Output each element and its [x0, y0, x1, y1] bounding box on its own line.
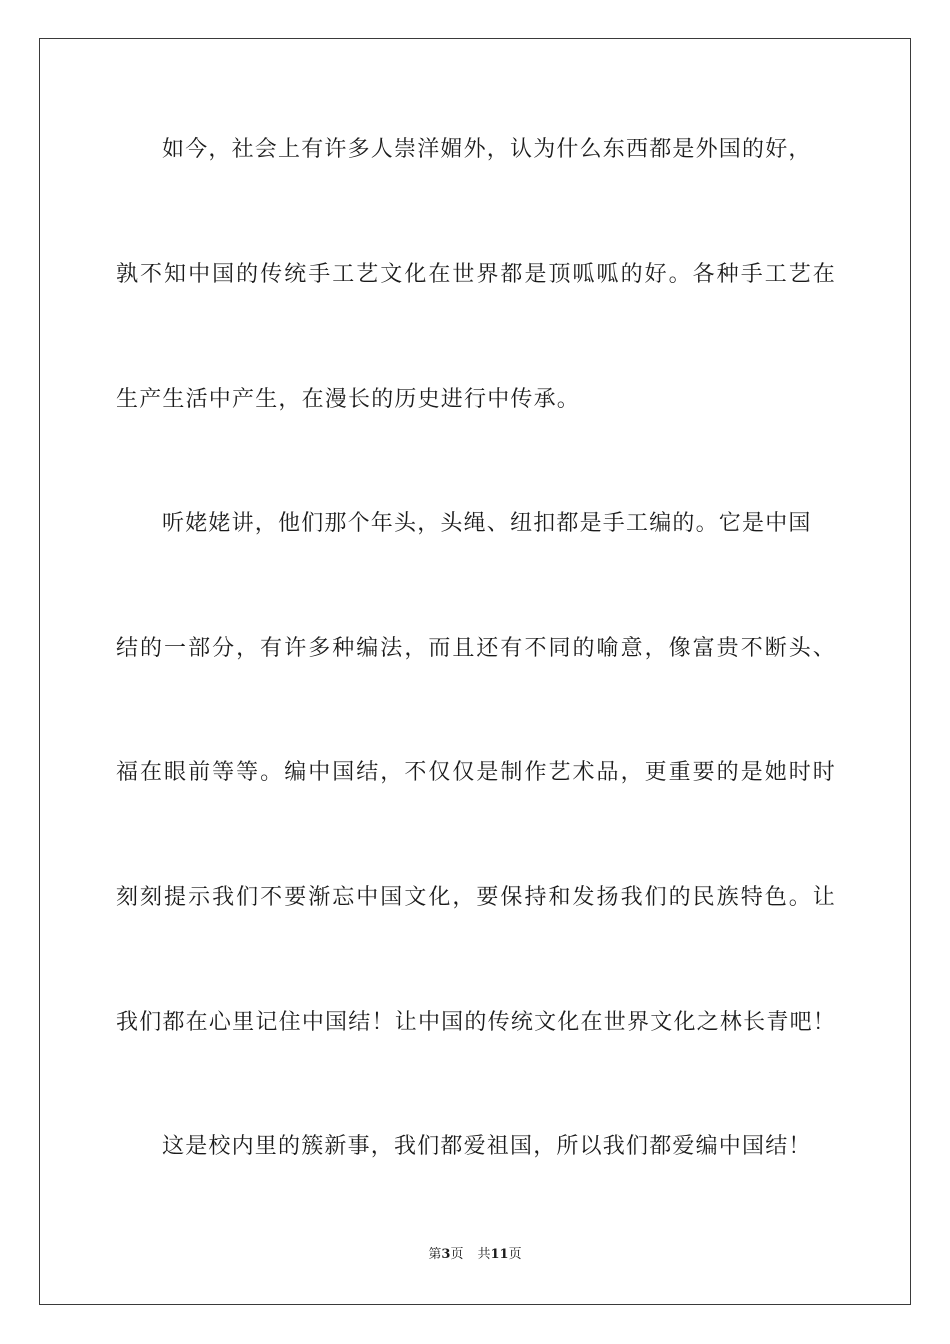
- paragraph-1-line-2: 孰不知中国的传统手工艺文化在世界都是顶呱呱的好。各种手工艺在: [116, 262, 836, 287]
- page-footer: [0, 1247, 950, 1263]
- page-suffix: 页: [450, 1247, 464, 1262]
- paragraph-2-line-3: 福在眼前等等。编中国结，不仅仅是制作艺术品，更重要的是她时时: [116, 760, 836, 785]
- paragraph-2-line-4: 刻刻提示我们不要渐忘中国文化，要保持和发扬我们的民族特色。让: [116, 885, 836, 910]
- page-number: 3: [441, 1247, 451, 1262]
- paragraph-1-line-3: 生产生活中产生，在漫长的历史进行中传承。: [116, 387, 581, 412]
- paragraph-2-line-1: 听姥姥讲，他们那个年头，头绳、纽扣都是手工编的。它是中国: [162, 511, 812, 536]
- page-prefix: 第: [428, 1247, 442, 1262]
- paragraph-2-line-2: 结的一部分，有许多种编法，而且还有不同的喻意，像富贵不断头、: [116, 636, 836, 661]
- total-prefix: 共: [477, 1247, 491, 1262]
- paragraph-2-line-5: 我们都在心里记住中国结！让中国的传统文化在世界文化之林长青吧！: [116, 1010, 836, 1035]
- total-pages: 11: [490, 1247, 509, 1262]
- total-suffix: 页: [508, 1247, 522, 1262]
- page-border: [39, 38, 911, 1305]
- paragraph-3-line-1: 这是校内里的簇新事，我们都爱祖国，所以我们都爱编中国结！: [162, 1134, 812, 1159]
- paragraph-1-line-1: 如今，社会上有许多人崇洋媚外，认为什么东西都是外国的好，: [162, 137, 812, 162]
